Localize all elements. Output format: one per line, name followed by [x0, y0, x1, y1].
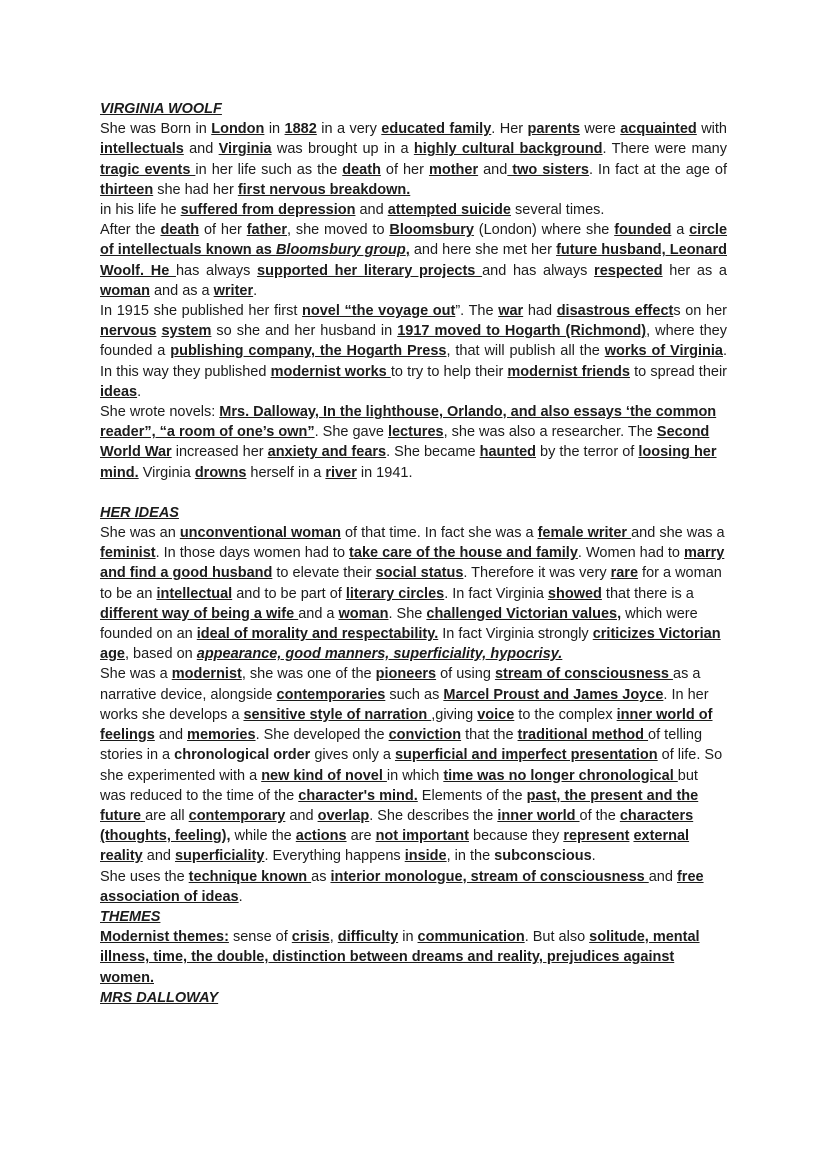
- emphasized-phrase: not important: [375, 828, 469, 845]
- emphasized-phrase: writer: [213, 282, 254, 299]
- emphasized-phrase: unconventional woman: [179, 525, 341, 542]
- text-run: in a very: [316, 121, 382, 138]
- emphasized-phrase: drowns: [194, 464, 247, 481]
- text-run: of her: [380, 161, 429, 178]
- text-run: a: [671, 222, 690, 239]
- emphasized-phrase: stream of consciousness: [494, 666, 674, 683]
- text-run: were: [579, 121, 621, 138]
- emphasized-phrase: voice: [477, 706, 515, 723]
- text-run: In fact Virginia strongly: [438, 626, 593, 643]
- emphasized-phrase: ideas: [100, 383, 138, 400]
- emphasized-phrase: highly cultural background: [413, 141, 603, 158]
- paragraph-bloomsbury: [100, 220, 727, 301]
- emphasized-phrase: woman: [100, 282, 150, 299]
- emphasized-phrase: founded: [614, 222, 672, 239]
- emphasized-phrase: social status: [375, 565, 464, 582]
- text-run: She uses the: [100, 868, 189, 885]
- text-run: , where they founded a: [100, 323, 728, 360]
- emphasized-phrase: nervous: [100, 323, 157, 340]
- emphasized-phrase: father: [246, 222, 287, 239]
- paragraph-works-and-death: [100, 402, 727, 483]
- text-run: . Women had to: [577, 545, 685, 562]
- paragraph-feminism: [100, 523, 727, 664]
- text-run: because they: [469, 828, 564, 845]
- text-run: , she moved to: [286, 222, 390, 239]
- emphasized-phrase: inner world of feelings: [100, 706, 713, 744]
- text-run: and as a: [149, 282, 214, 299]
- text-run: . In fact at the age of: [589, 161, 727, 178]
- text-run: .: [137, 383, 142, 400]
- text-run: . In her works she develops a: [100, 686, 709, 723]
- text-run: .: [253, 282, 258, 299]
- text-run: but was reduced to the time of the: [100, 767, 698, 804]
- text-run: with: [696, 121, 727, 138]
- emphasized-phrase: ,: [405, 242, 410, 259]
- emphasized-phrase: conviction: [388, 727, 462, 744]
- emphasized-phrase: 1917 moved to Hogarth (Richmond): [397, 323, 647, 340]
- emphasized-phrase: overlap: [317, 807, 370, 824]
- text-run: are all: [145, 807, 189, 824]
- emphasized-phrase: Bloomsbury: [389, 222, 474, 239]
- emphasized-phrase: criticizes Victorian age: [100, 626, 721, 663]
- emphasized-phrase: different way of being a wife: [100, 605, 299, 622]
- text-run: while the: [230, 828, 296, 845]
- emphasized-phrase: literary circles: [345, 585, 445, 602]
- emphasized-phrase: showed: [547, 585, 602, 602]
- text-run: s on her: [673, 303, 727, 320]
- text-run: In 1915 she published her first: [100, 303, 302, 320]
- text-run: that there is a: [601, 585, 694, 602]
- text-run: to try to help their: [390, 363, 508, 380]
- text-run: and here she met her: [409, 242, 557, 259]
- text-run: and: [142, 848, 175, 865]
- text-run: in her life such as the: [195, 161, 343, 178]
- emphasized-phrase: Modernist themes:: [100, 929, 229, 946]
- emphasized-phrase: actions: [295, 828, 347, 845]
- text-run: She was an: [100, 525, 180, 542]
- emphasized-phrase: feminist: [100, 545, 156, 562]
- emphasized-phrase: loosing her mind.: [100, 444, 717, 481]
- text-run: . She: [388, 605, 427, 622]
- emphasized-phrase: Second World War: [100, 424, 710, 461]
- heading-mrs-dalloway: MRS DALLOWAY: [100, 989, 219, 1006]
- emphasized-phrase: works of Virginia: [604, 343, 723, 360]
- text-run: in: [398, 929, 418, 946]
- emphasized-phrase: crisis: [291, 929, 330, 946]
- text-run: gives only a: [310, 747, 395, 764]
- emphasized-phrase: superficial and imperfect presentation: [394, 747, 658, 764]
- text-run: she had her: [153, 181, 238, 198]
- emphasized-phrase: contemporary: [188, 807, 286, 824]
- emphasized-phrase: woman: [338, 605, 389, 622]
- text-run: in his life he: [100, 202, 181, 219]
- emphasized-phrase: time was no longer chronological: [443, 767, 678, 784]
- emphasized-phrase: free association of ideas: [100, 868, 704, 905]
- emphasized-phrase: subconscious: [494, 848, 592, 865]
- emphasized-phrase: solitude, mental illness, time, the double, distinction between dreams and reality, prejudices against women.: [100, 929, 700, 986]
- text-run: of that time. In fact she was a: [340, 525, 538, 542]
- emphasized-phrase: attempted suicide: [387, 202, 511, 219]
- text-run: of her: [199, 222, 247, 239]
- emphasized-phrase: intellectual: [156, 585, 233, 602]
- emphasized-phrase: challenged Victorian values,: [426, 605, 622, 622]
- emphasized-phrase: difficulty: [337, 929, 399, 946]
- emphasized-phrase: superficiality: [174, 848, 265, 865]
- text-run: has always: [175, 262, 258, 279]
- text-run: She wrote novels:: [100, 404, 220, 421]
- text-run: her as a: [662, 262, 727, 279]
- text-run: and: [355, 202, 388, 219]
- emphasized-phrase: Marcel Proust and James Joyce: [443, 686, 664, 703]
- text-run: in which: [386, 767, 444, 784]
- text-run: of using: [436, 666, 495, 683]
- text-run: . She gave: [314, 424, 388, 441]
- text-run: are: [346, 828, 376, 845]
- text-run: as: [311, 868, 331, 885]
- emphasized-phrase: suffered from depression: [180, 202, 356, 219]
- text-run: . Her: [491, 121, 528, 138]
- emphasized-phrase: modernist: [171, 666, 242, 683]
- document-page: [100, 99, 727, 1008]
- emphasized-phrase: disastrous effect: [556, 303, 674, 320]
- paragraph-biography-early-life: [100, 119, 727, 200]
- text-run: , based on: [125, 646, 197, 663]
- emphasized-phrase: modernist friends: [507, 363, 630, 380]
- text-run: by the terror of: [536, 444, 639, 461]
- emphasized-phrase: war: [498, 303, 524, 320]
- emphasized-phrase: characters (thoughts, feeling),: [100, 807, 694, 845]
- emphasized-phrase: Bloomsbury group: [275, 242, 406, 259]
- emphasized-phrase: modernist works: [270, 363, 391, 380]
- text-run: . In this way they published: [100, 343, 727, 380]
- emphasized-phrase: respected: [594, 262, 663, 279]
- emphasized-phrase: river: [325, 464, 357, 481]
- emphasized-phrase: first nervous breakdown.: [237, 181, 411, 198]
- text-run: , she was also a researcher. The: [443, 424, 657, 441]
- text-run: had: [523, 303, 557, 320]
- emphasized-phrase: Mrs. Dalloway, In the lighthouse, Orlando, and also essays ‘the common reader”, “a room of one’s own”: [100, 404, 717, 441]
- emphasized-phrase: mother: [428, 161, 479, 178]
- emphasized-phrase: lectures: [387, 424, 444, 441]
- emphasized-phrase: anxiety and fears: [267, 444, 387, 461]
- section-spacer: [100, 483, 727, 503]
- text-run: She was Born in: [100, 121, 212, 138]
- emphasized-phrase: take care of the house and family: [349, 545, 578, 562]
- emphasized-phrase: chronological order: [174, 747, 311, 764]
- text-run: . There were many: [602, 141, 727, 158]
- emphasized-phrase: memories: [187, 727, 256, 744]
- text-run: .: [238, 888, 243, 905]
- emphasized-phrase: new kind of novel: [261, 767, 387, 784]
- emphasized-phrase: character's mind.: [298, 787, 418, 804]
- text-run: ”. The: [455, 303, 499, 320]
- emphasized-phrase: publishing company, the Hogarth Press: [170, 343, 447, 360]
- text-run: (London) where she: [473, 222, 615, 239]
- text-run: and: [285, 807, 318, 824]
- emphasized-phrase: interior monologue, stream of consciousness: [330, 868, 649, 885]
- emphasized-phrase: London: [211, 121, 265, 138]
- text-run: . In those days women had to: [155, 545, 350, 562]
- text-run: Elements of the: [417, 787, 527, 804]
- heading-her-ideas: HER IDEAS: [100, 504, 179, 521]
- text-run: for a woman to be an: [100, 565, 722, 602]
- text-run: , in the: [446, 848, 495, 865]
- emphasized-phrase: rare: [610, 565, 639, 582]
- text-run: in 1941.: [356, 464, 413, 481]
- paragraph-depression: [100, 200, 727, 220]
- heading-themes: THEMES: [100, 908, 161, 925]
- emphasized-phrase: thirteen: [100, 181, 154, 198]
- emphasized-phrase: supported her literary projects: [257, 262, 483, 279]
- heading-virginia-woolf: VIRGINIA WOOLF: [100, 101, 222, 117]
- emphasized-phrase: parents: [527, 121, 580, 138]
- text-run: Virginia: [138, 464, 195, 481]
- text-run: and to be part of: [232, 585, 346, 602]
- text-run: . She describes the: [369, 807, 498, 824]
- emphasized-phrase: acquainted: [620, 121, 697, 138]
- emphasized-phrase: contemporaries: [276, 686, 386, 703]
- emphasized-phrase: technique known: [188, 868, 312, 885]
- paragraph-themes: [100, 927, 727, 988]
- emphasized-phrase: sensitive style of narration: [243, 706, 432, 723]
- text-run: of the: [579, 807, 620, 824]
- text-run: herself in a: [246, 464, 326, 481]
- text-run: After the: [100, 222, 161, 239]
- text-run: . Everything happens: [264, 848, 405, 865]
- emphasized-phrase: Virginia: [218, 141, 272, 158]
- text-run: , she was one of the: [241, 666, 376, 683]
- text-run: as a narrative device, alongside: [100, 666, 701, 703]
- emphasized-phrase: female writer: [537, 525, 632, 542]
- text-run: . She developed the: [255, 727, 389, 744]
- text-run: and a: [298, 605, 339, 622]
- text-run: and: [154, 727, 188, 744]
- text-run: in: [264, 121, 285, 138]
- text-run: that the: [461, 727, 518, 744]
- emphasized-phrase: haunted: [479, 444, 536, 461]
- emphasized-phrase: external reality: [100, 828, 690, 865]
- text-run: to elevate their: [272, 565, 376, 582]
- text-run: . In fact Virginia: [444, 585, 548, 602]
- emphasized-phrase: death: [342, 161, 381, 178]
- text-run: increased her: [171, 444, 268, 461]
- emphasized-phrase: represent: [563, 828, 630, 845]
- emphasized-phrase: future husband, Leonard Woolf. He: [100, 242, 727, 279]
- emphasized-phrase: novel “the voyage out: [302, 303, 456, 320]
- text-run: to spread their: [629, 363, 728, 380]
- text-run: , that will publish all the: [446, 343, 605, 360]
- text-run: so she and her husband in: [211, 323, 398, 340]
- emphasized-phrase: intellectuals: [100, 141, 184, 158]
- emphasized-phrase: circle of intellectuals known as: [100, 222, 728, 259]
- text-run: and has always: [482, 262, 595, 279]
- emphasized-phrase: inside: [404, 848, 447, 865]
- emphasized-phrase: communication: [417, 929, 525, 946]
- emphasized-phrase: educated family: [381, 121, 492, 138]
- emphasized-phrase: tragic events: [100, 161, 196, 178]
- emphasized-phrase: two sisters: [507, 161, 590, 178]
- emphasized-phrase: system: [161, 323, 212, 340]
- emphasized-phrase: past, the present and the future: [100, 787, 699, 824]
- text-run: . But also: [524, 929, 590, 946]
- paragraph-modernism: [100, 664, 727, 866]
- text-run: She was a: [100, 666, 172, 683]
- text-run: several times.: [510, 202, 605, 219]
- emphasized-phrase: 1882: [284, 121, 317, 138]
- text-run: and she was a: [631, 525, 725, 542]
- emphasized-phrase: death: [160, 222, 200, 239]
- text-run: ,giving: [431, 706, 478, 723]
- text-run: .: [591, 848, 596, 865]
- paragraph-technique: [100, 867, 727, 907]
- emphasized-phrase: traditional method: [517, 727, 649, 744]
- emphasized-phrase: appearance, good manners, superficiality, hypocrisy.: [196, 646, 563, 663]
- paragraph-hogarth-press: [100, 301, 727, 402]
- text-run: ,: [329, 929, 338, 946]
- text-run: of life. So she experimented with a: [100, 747, 723, 784]
- text-run: was brought up in a: [271, 141, 414, 158]
- text-run: and: [183, 141, 219, 158]
- text-run: which were founded on an: [100, 605, 698, 643]
- text-run: such as: [385, 686, 444, 703]
- text-run: and: [478, 161, 508, 178]
- text-run: . Therefore it was very: [463, 565, 611, 582]
- text-run: to the complex: [514, 706, 617, 723]
- emphasized-phrase: inner world: [497, 807, 580, 824]
- emphasized-phrase: marry and find a good husband: [100, 545, 725, 582]
- text-run: . She became: [386, 444, 480, 461]
- text-run: of telling stories in a: [100, 727, 703, 764]
- text-run: sense of: [228, 929, 292, 946]
- text-run: and: [648, 868, 677, 885]
- emphasized-phrase: ideal of morality and respectability.: [196, 626, 439, 643]
- emphasized-phrase: pioneers: [375, 666, 437, 683]
